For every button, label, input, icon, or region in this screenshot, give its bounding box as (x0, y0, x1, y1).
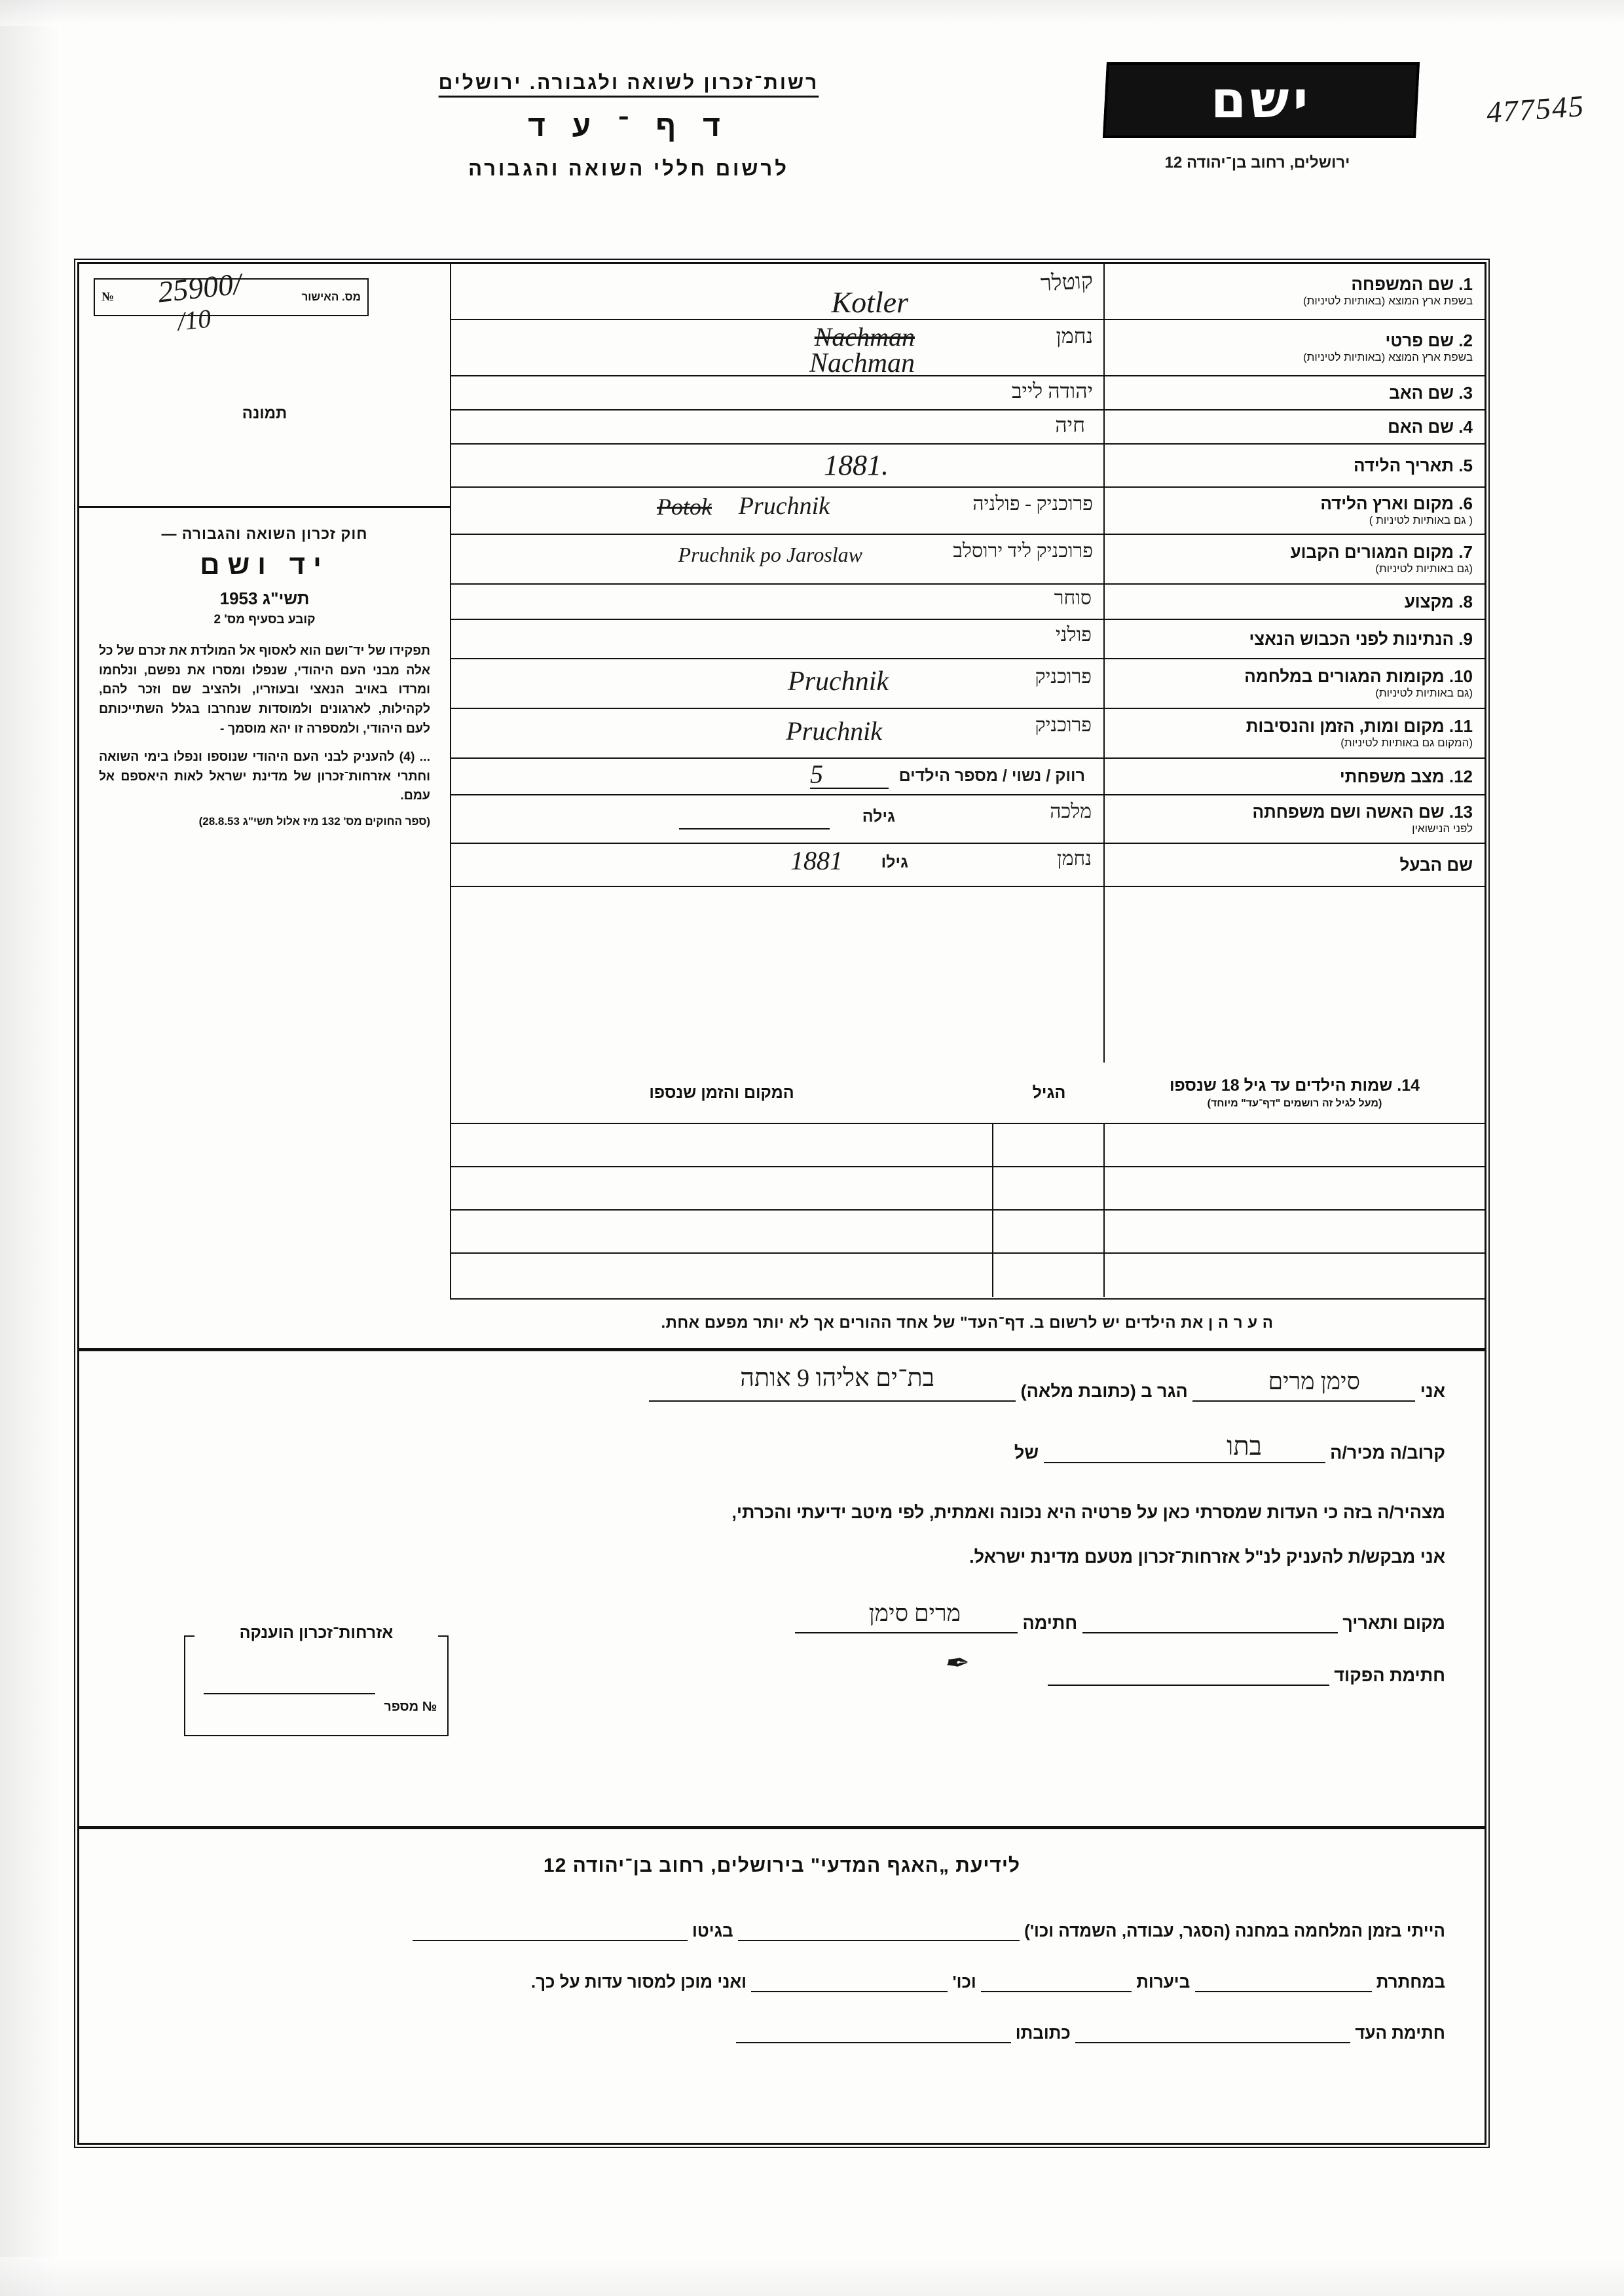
field-no-2: 2. (1458, 330, 1473, 350)
field-label-2 (1105, 320, 1485, 376)
field-title-11 (1111, 717, 1473, 736)
children-title: 14. שמות הילדים עד גיל 18 שנספו (1169, 1076, 1420, 1095)
value-1-hebrew: קוטלר (1040, 268, 1094, 297)
children-note: ה ע ר ה ן את הילדים יש לרשום ב. דף־העד" של אחד ההורים אך לא יותר מפעם אחת. (661, 1314, 1274, 1332)
field-name-2: שם פרטי (1385, 330, 1454, 350)
field-title-12 (1111, 767, 1473, 786)
forests-rule (981, 1971, 1132, 1992)
place-date-value: מרים סימן (868, 1600, 961, 1626)
underground-label: במחתרת (1376, 1972, 1445, 1992)
field-no-9: 9. (1458, 629, 1473, 649)
value-13-hebrew: מלכה (1050, 801, 1092, 822)
logo-address: ירושלים, רחוב בן־יהודה 12 (1164, 154, 1350, 172)
logo-text: ישם (1210, 71, 1312, 130)
field-name-6: מקום וארץ הלידה (1320, 493, 1454, 513)
declaration-line-4 (1048, 1665, 1445, 1686)
declaration-paragraph-1: מצהיר/ה בזה כי העדות שמסרתי כאן על פרטיה היא נכונה ואמתית, לפי מיטב ידיעתי והכרתי, (731, 1503, 1445, 1522)
field-no-8: 8. (1458, 591, 1473, 611)
law-heading-3: תשי"ג 1953 (219, 589, 310, 608)
declaration-name-value: סימן מרים (1268, 1368, 1360, 1394)
field-no-12: 12. (1449, 766, 1473, 786)
declaration-relative-label: קרוב/ה מכיר/ה (1330, 1443, 1445, 1463)
bottom-block (79, 1829, 1485, 2143)
field-sub-13: לפני הנישואין (1412, 822, 1473, 835)
law-reference: (ספר החוקים מס' 132 מיז אלול תשי"ג 28.8.53) (198, 815, 430, 828)
value-row-14 (450, 844, 1105, 887)
field-label-12 (1105, 759, 1485, 795)
page-subtitle: לרשום חללי השואה והגבורה (468, 157, 789, 180)
children-col-age-label: הגיל (1032, 1083, 1066, 1102)
field-name-9: הנתינות לפני הכבוש הנאצי (1249, 629, 1454, 649)
value-14-latin: 1881 (790, 846, 843, 875)
place-date-rule (1082, 1613, 1338, 1633)
children-divider-place (992, 1123, 993, 1297)
value-4-hebrew: חיה (1055, 413, 1085, 437)
photo-placeholder-label: תמונה (242, 405, 287, 422)
value-row-4 (450, 410, 1105, 445)
field-label-8 (1105, 585, 1485, 620)
declaration-relative-value: בתו (1227, 1431, 1262, 1461)
yad-vashem-logo (1103, 62, 1420, 138)
field-label-column (1105, 264, 1485, 887)
value-row-12 (450, 759, 1105, 795)
field-sub-10: (גם באותיות לטיניות) (1375, 687, 1473, 700)
etc-label: וכו' (952, 1972, 976, 1992)
value-12-inline-label: רווק / נשוי / מספר הילדים (898, 767, 1085, 785)
citizenship-number-rule (204, 1693, 375, 1694)
law-body (99, 642, 430, 806)
field-label-11 (1105, 709, 1485, 759)
archive-number: 477545 (1485, 88, 1586, 130)
camp-label: הייתי בזמן המלחמה במחנה (הסגר, עבודה, השמדה וכו') (1024, 1921, 1445, 1941)
children-col-place (450, 1063, 993, 1123)
value-14-inline-label: גילו (881, 853, 908, 871)
value-row-2 (450, 320, 1105, 376)
value-7-latin: Pruchnik po Jaroslaw (678, 543, 862, 566)
children-table-body (450, 1123, 1485, 1298)
field-name-7: מקום המגורים הקבוע (1290, 541, 1454, 562)
field-title-4 (1111, 418, 1473, 437)
children-table (450, 1063, 1485, 1298)
field-title-7 (1111, 543, 1473, 562)
value-row-7 (450, 535, 1105, 585)
scan-edge-left (0, 0, 62, 2296)
official-signature-mark: ✒ (943, 1647, 967, 1679)
value-row-5 (450, 445, 1105, 488)
value-3-hebrew: יהודה לייב (1012, 379, 1093, 403)
approval-number-value2: /10 (175, 303, 213, 337)
witness-signature-rule (1075, 2022, 1350, 2043)
bottom-line-1 (413, 1920, 1445, 1941)
declaration-resides-label: הגר ב (כתובת מלאה) (1020, 1381, 1188, 1401)
value-1-latin: Kotler (831, 285, 908, 319)
value-row-8 (450, 585, 1105, 620)
field-label-1 (1105, 264, 1485, 320)
scan-edge-top (0, 0, 1624, 26)
value-row-10 (450, 659, 1105, 709)
field-title-9 (1111, 630, 1473, 649)
field-name-4: שם האם (1388, 416, 1454, 437)
field-title-14: שם הבעל (1399, 854, 1473, 875)
underground-rule (1195, 1971, 1372, 1992)
field-name-8: מקצוע (1404, 591, 1454, 611)
declaration-relative-rule (1044, 1442, 1325, 1463)
field-label-13 (1105, 795, 1485, 844)
field-title-10 (1111, 667, 1473, 686)
field-value-column (450, 264, 1105, 887)
citizenship-granted-box (184, 1624, 449, 1736)
etc-rule (751, 1971, 948, 1992)
field-no-5: 5. (1458, 455, 1473, 475)
field-no-3: 3. (1458, 382, 1473, 403)
children-col-place-label: המקום והזמן שנספו (649, 1083, 794, 1102)
value-11-hebrew: פרוכניק (1035, 714, 1092, 736)
value-14-hebrew: נחמן (1057, 848, 1092, 869)
value-row-13 (450, 795, 1105, 844)
witness-address-rule (736, 2022, 1011, 2043)
value-12-rule (810, 788, 889, 789)
value-11-latin: Pruchnik (786, 716, 882, 746)
citizenship-granted-title: אזרחות־זכרון הוענקה (194, 1624, 438, 1643)
value-2-latin-struck: Nachman (814, 322, 915, 352)
field-label-4 (1105, 410, 1485, 445)
official-signature-label: חתימת הפקוד (1334, 1666, 1445, 1685)
field-sub-1: בשפת ארץ המוצא (באותיות לטיניות) (1303, 295, 1473, 308)
value-row-1 (450, 264, 1105, 320)
ghetto-label: בגיטו (692, 1921, 733, 1941)
official-signature-rule (1048, 1665, 1329, 1686)
children-col-names (1105, 1063, 1485, 1123)
form-frame (77, 262, 1486, 2145)
field-label-7 (1105, 535, 1485, 585)
value-2-latin: Nachman (809, 348, 915, 378)
value-13-rule (679, 828, 830, 829)
law-text-block (79, 508, 450, 1298)
law-heading-2: יד ושם (200, 549, 329, 580)
field-label-3 (1105, 376, 1485, 410)
photo-cell (79, 264, 450, 508)
children-table-header (450, 1063, 1485, 1124)
bottom-line-2 (531, 1971, 1445, 1992)
field-label-6 (1105, 488, 1485, 535)
value-12-children-count: 5 (810, 759, 823, 789)
field-no-4: 4. (1458, 416, 1473, 437)
children-subtitle: (מעל לגיל זה רושמים "דף־עד" מיוחד) (1207, 1097, 1382, 1109)
law-paragraph-1: תפקידו של יד־ושם הוא לאסוף אל המולדת את זכרם של כל אלה מבני העם היהודי, שנפלו ומסרו את נפשם, ונלחמו ומרדו באויב הנאצי ובעוזריו, ולהציב שם וזכר להם, לקהילות, לארגונים ולמוסדות שנחרבו בגלל השתייכותם לעם היהודי, ולמספרה זו יהא מוסמך - (99, 644, 430, 736)
field-sub-6: ( גם באותיות לטיניות ) (1369, 514, 1473, 527)
value-2-hebrew: נחמן (1056, 324, 1093, 348)
table-row (450, 1166, 1485, 1167)
value-8-hebrew: סוחר (1054, 587, 1092, 609)
field-no-10: 10. (1449, 666, 1473, 686)
value-row-6 (450, 488, 1105, 535)
scan-edge-bottom (0, 2257, 1624, 2296)
field-name-1: שם המשפחה (1351, 274, 1454, 294)
value-6-hebrew: פרוכניק - פולניה (972, 493, 1093, 515)
value-row-9 (450, 620, 1105, 659)
forests-label: ביערות (1136, 1972, 1190, 1992)
law-heading-1: חוק זכרון השואה והגבורה — (161, 525, 368, 542)
value-13-inline-label: גילה (862, 807, 895, 826)
field-title-13 (1111, 803, 1473, 822)
value-6-latin: Pruchnik (738, 492, 830, 520)
field-sub-2: בשפת ארץ המוצא (באותיות לטיניות) (1303, 351, 1473, 364)
bottom-line-3 (736, 2022, 1445, 2043)
field-sub-11: (המקום גם באותיות לטיניות) (1340, 737, 1473, 750)
field-no-11: 11. (1449, 716, 1473, 736)
field-sub-7: (גם באותיות לטיניות) (1375, 562, 1473, 575)
field-name-5: תאריך הלידה (1353, 455, 1454, 475)
declaration-i-label: אני (1420, 1381, 1445, 1401)
ghetto-rule (413, 1920, 688, 1941)
field-title-5 (1111, 456, 1473, 475)
field-name-13: שם האשה ושם משפחתה (1252, 801, 1445, 822)
value-10-hebrew: פרוכניק (1035, 666, 1092, 687)
declaration-of-label: של (1014, 1443, 1039, 1463)
law-paragraph-2: ... (4) להעניק לבני העם היהודי שנוספו ונפלו בימי השואה וחתרי אזרחות־זכרון של מדינת ישראל לאות היאספם אל עמם. (99, 750, 430, 803)
signature-label: חתימה (1022, 1613, 1078, 1633)
field-label-9 (1105, 620, 1485, 659)
page-title: ד ף ־ ע ד (528, 109, 729, 143)
field-name-3: שם האב (1389, 382, 1454, 403)
witness-signature-label: חתימת העד (1355, 2023, 1445, 2043)
children-divider-age (1103, 1123, 1105, 1297)
value-7-hebrew: פרוכניק ליד ירוסלב (953, 540, 1093, 562)
field-label-14 (1105, 844, 1485, 887)
camp-rule (738, 1920, 1020, 1941)
declaration-address-value: בת־ים אליהו 9 אותה (740, 1364, 934, 1392)
authority-line: רשות־זכרון לשואה ולגבורה. ירושלים (438, 72, 819, 94)
field-no-7: 7. (1458, 541, 1473, 562)
citizenship-number-label: № מספר (384, 1700, 437, 1714)
left-column (79, 264, 450, 1298)
table-row (450, 1252, 1485, 1254)
children-col-age (993, 1063, 1105, 1123)
field-name-11: מקום ומות, הזמן והנסיבות (1246, 716, 1445, 736)
field-name-10: מקומות המגורים במלחמה (1244, 666, 1445, 686)
value-9-hebrew: פולני (1055, 624, 1092, 646)
law-heading-4: קובע בסעיף מס' 2 (213, 613, 316, 627)
document-header (0, 56, 1624, 213)
value-5-latin: 1881. (824, 449, 889, 481)
field-title-8 (1111, 592, 1473, 611)
value-row-3 (450, 376, 1105, 410)
scientific-dept-title: לידיעת „האגף המדעי" בירושלים, רחוב בן־יהודה 12 (543, 1855, 1021, 1876)
field-name-12: מצב משפחתי (1339, 766, 1445, 786)
field-title-1 (1111, 275, 1473, 294)
approval-number-label: מס. האישור (301, 291, 361, 303)
table-row (450, 1209, 1485, 1211)
value-10-latin: Pruchnik (788, 666, 889, 697)
field-no-6: 6. (1458, 493, 1473, 513)
value-row-11 (450, 709, 1105, 759)
declaration-paragraph-2: אני מבקש/ת להעניק לנ"ל אזרחות־זכרון מטעם מדינת ישראל. (969, 1547, 1445, 1567)
ready-to-testify-label: ואני מוכן למסור עדות על כך. (530, 1972, 747, 1992)
field-label-10 (1105, 659, 1485, 709)
field-no-1: 1. (1458, 274, 1473, 294)
field-title-2 (1111, 331, 1473, 350)
number-sign-icon: № (101, 290, 115, 304)
approval-number-value: 25900/ (156, 266, 244, 309)
field-title-6 (1111, 494, 1473, 513)
place-date-label: מקום ותאריך (1342, 1613, 1445, 1633)
field-title-3 (1111, 384, 1473, 403)
field-no-13: 13. (1449, 801, 1473, 822)
value-6-latin-struck: Potok (657, 494, 712, 520)
witness-address-label: כתובתו (1015, 2023, 1071, 2043)
field-label-5 (1105, 445, 1485, 488)
